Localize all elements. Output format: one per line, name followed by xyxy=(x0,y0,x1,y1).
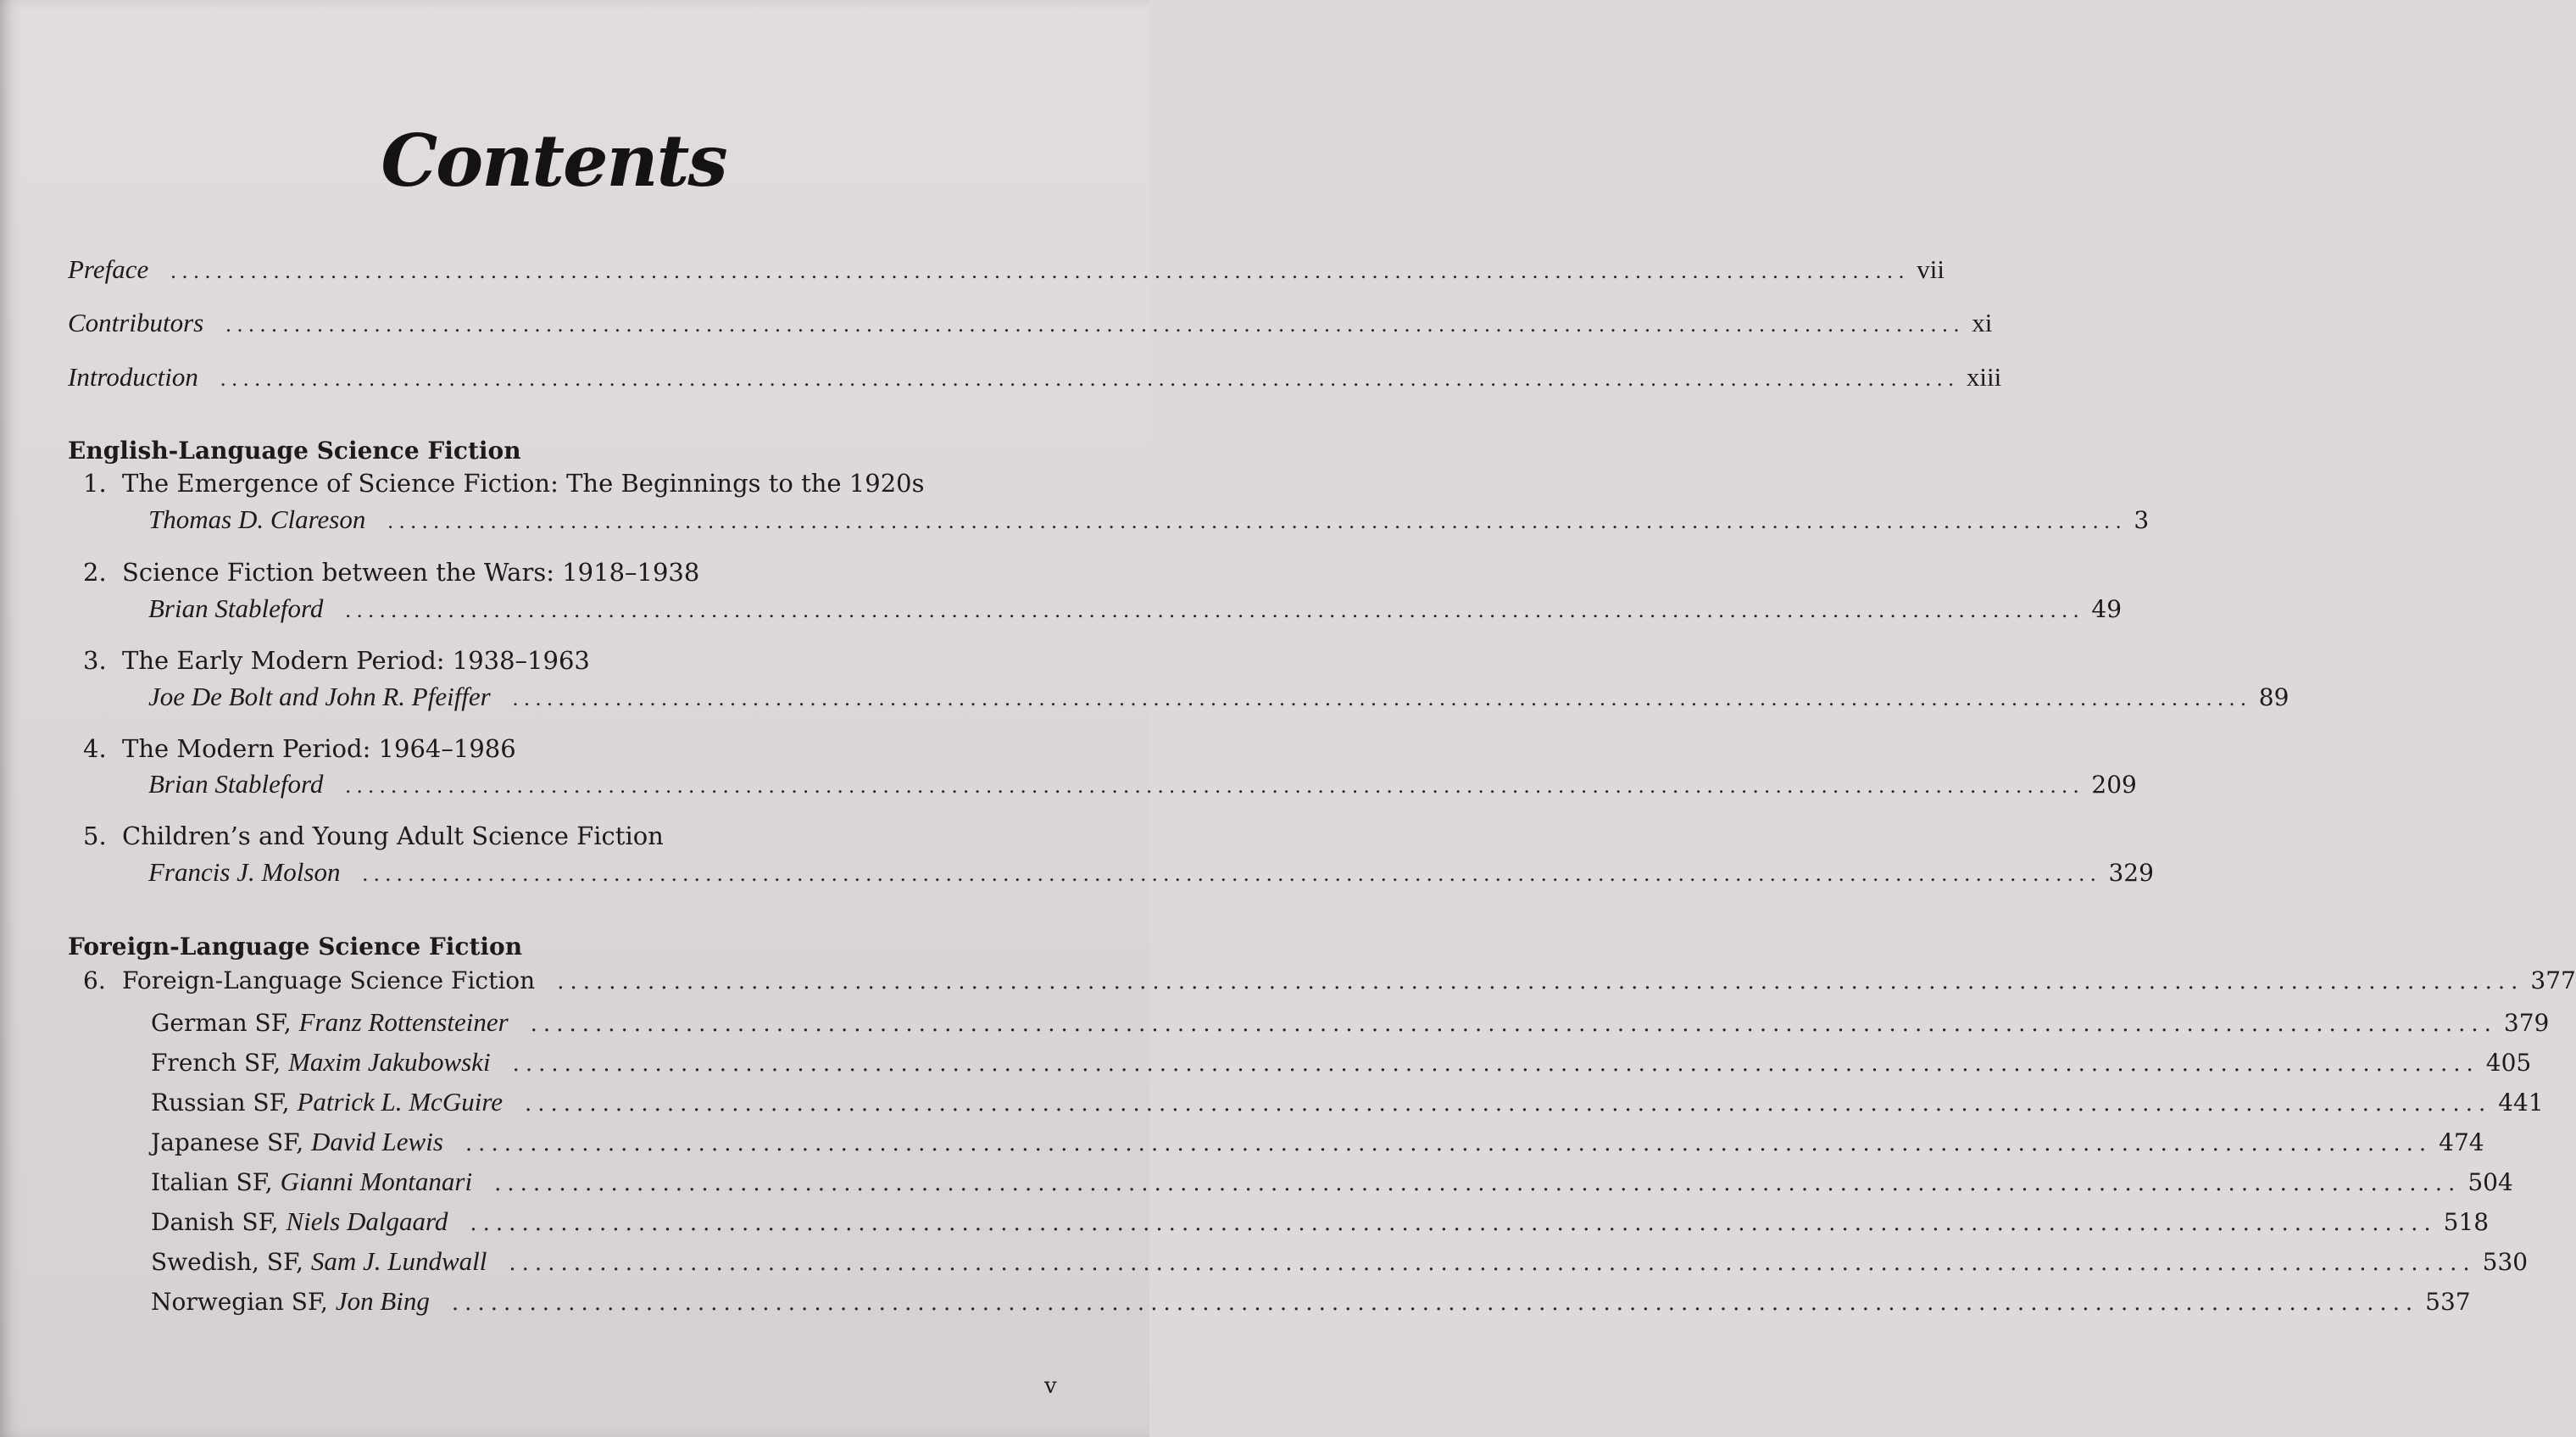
page-number: 474 xyxy=(2439,1128,2484,1156)
dot-leader: ........................................................................................................................................................ xyxy=(225,312,1966,337)
chapter-author-line[interactable] xyxy=(148,857,2154,888)
subentry-row[interactable] xyxy=(151,1007,2550,1038)
page-number: 329 xyxy=(2108,859,2154,887)
subentry-author: Patrick L. McGuire xyxy=(297,1087,503,1117)
chapter-title[interactable] xyxy=(83,646,590,675)
subentry-label: Japanese SF, xyxy=(151,1128,304,1156)
subentry-row[interactable] xyxy=(151,1167,2513,1197)
chapter-author: Brian Stableford xyxy=(148,593,324,623)
chapter-title-text: The Emergence of Science Fiction: The Beginnings to the 1920s xyxy=(122,469,925,498)
chapter-author: Thomas D. Clareson xyxy=(148,504,366,534)
chapter-number: 4. xyxy=(83,734,107,763)
dot-leader: ........................................................................................................................................................ xyxy=(451,1290,2419,1316)
dot-leader: ........................................................................................................................................................ xyxy=(470,1211,2437,1236)
page-number: xiii xyxy=(1966,362,2002,392)
dot-leader: ........................................................................................................................................................ xyxy=(525,1091,2492,1117)
subentry-row[interactable] xyxy=(151,1246,2529,1277)
dot-leader: ........................................................................................................................................................ xyxy=(345,773,2085,798)
entry-label: Preface xyxy=(68,254,149,284)
subentry-row[interactable] xyxy=(151,1286,2471,1317)
dot-leader: ........................................................................................................................................................ xyxy=(509,1250,2476,1276)
dot-leader: ........................................................................................................................................................ xyxy=(512,686,2252,710)
chapter-author-line[interactable] xyxy=(148,682,2289,712)
dot-leader: ........................................................................................................................................................ xyxy=(387,509,2128,533)
dot-leader: ........................................................................................................................................................ xyxy=(170,259,1911,283)
chapter-title-text: Foreign-Language Science Fiction xyxy=(122,966,536,994)
page-number: 49 xyxy=(2091,595,2123,623)
subentry-row[interactable] xyxy=(151,1127,2484,1157)
chapter-author: Joe De Bolt and John R. Pfeiffer xyxy=(148,682,491,711)
page-title: Contents xyxy=(381,119,726,203)
subentry-author: David Lewis xyxy=(311,1127,443,1156)
page-number: 441 xyxy=(2498,1089,2544,1117)
page-number: 518 xyxy=(2443,1208,2490,1236)
section-heading: English-Language Science Fiction xyxy=(68,437,521,465)
toc-entry-preface[interactable] xyxy=(68,254,1945,285)
chapter-title-text: Science Fiction between the Wars: 1918–1938 xyxy=(122,558,700,587)
subentry-label: Danish SF, xyxy=(151,1208,279,1236)
subentry-label: Russian SF, xyxy=(151,1089,290,1117)
page-number: 379 xyxy=(2503,1009,2550,1037)
dot-leader: ........................................................................................................................................................ xyxy=(465,1131,2433,1156)
page-number: 405 xyxy=(2485,1049,2532,1077)
dot-leader: ........................................................................................................................................................ xyxy=(220,366,1960,391)
subentry-author: Gianni Montanari xyxy=(280,1167,473,1196)
dot-leader: ........................................................................................................................................................ xyxy=(530,1011,2497,1037)
page-number: 89 xyxy=(2258,683,2289,711)
dot-leader: ........................................................................................................................................................ xyxy=(557,969,2524,994)
toc-entry-contributors[interactable] xyxy=(68,308,1993,338)
subentry-row[interactable] xyxy=(151,1087,2544,1117)
subentry-label: Swedish, SF, xyxy=(151,1248,303,1276)
subentry-row[interactable] xyxy=(151,1047,2532,1078)
page-number: 209 xyxy=(2091,771,2137,799)
chapter-title[interactable] xyxy=(83,558,699,587)
subentry-label: Norwegian SF, xyxy=(151,1288,328,1316)
page-number: 530 xyxy=(2482,1248,2529,1276)
folio-page-number: v xyxy=(1044,1373,1057,1399)
page-number: 377 xyxy=(2530,966,2576,994)
subentry-author: Franz Rottensteiner xyxy=(298,1007,509,1037)
chapter-number: 1. xyxy=(83,469,107,498)
page-number: 504 xyxy=(2468,1168,2513,1196)
chapter-author-line[interactable] xyxy=(148,504,2150,535)
chapter-author-line[interactable] xyxy=(148,769,2137,799)
chapter-title[interactable] xyxy=(83,822,664,850)
dot-leader: ........................................................................................................................................................ xyxy=(494,1171,2462,1196)
page-number: 537 xyxy=(2425,1288,2471,1316)
chapter-number: 6. xyxy=(83,966,106,994)
subentry-label: Italian SF, xyxy=(151,1168,273,1196)
chapter-title-text: Children’s and Young Adult Science Fiction xyxy=(122,822,664,850)
chapter-author: Brian Stableford xyxy=(148,769,324,799)
dot-leader: ........................................................................................................................................................ xyxy=(345,598,2085,622)
subentry-label: German SF, xyxy=(151,1009,292,1037)
dot-leader: ........................................................................................................................................................ xyxy=(362,861,2102,886)
subentry-label: French SF, xyxy=(151,1049,281,1077)
entry-label: Introduction xyxy=(68,362,198,392)
chapter-number: 2. xyxy=(83,558,107,587)
subentry-author: Maxim Jakubowski xyxy=(288,1047,491,1077)
toc-entry-introduction[interactable] xyxy=(68,362,2002,393)
chapter-title-text: The Modern Period: 1964–1986 xyxy=(122,734,516,763)
page-number: 3 xyxy=(2134,506,2150,534)
entry-label: Contributors xyxy=(68,308,204,337)
subentry-author: Jon Bing xyxy=(335,1286,430,1316)
page-number: xi xyxy=(1972,308,1993,337)
section-heading: Foreign-Language Science Fiction xyxy=(68,933,523,961)
chapter-author: Francis J. Molson xyxy=(148,857,341,887)
dot-leader: ........................................................................................................................................................ xyxy=(512,1051,2479,1077)
chapter-title[interactable] xyxy=(83,469,924,498)
chapter-title-text: The Early Modern Period: 1938–1963 xyxy=(122,646,590,675)
chapter-title[interactable] xyxy=(83,966,2576,994)
chapter-author-line[interactable] xyxy=(148,593,2123,624)
subentry-row[interactable] xyxy=(151,1206,2490,1237)
subentry-author: Sam J. Lundwall xyxy=(310,1246,487,1276)
subentry-author: Niels Dalgaard xyxy=(286,1206,448,1236)
chapter-number: 5. xyxy=(83,822,107,850)
chapter-number: 3. xyxy=(83,646,107,675)
chapter-title[interactable] xyxy=(83,734,516,763)
page-number: vii xyxy=(1917,254,1945,284)
